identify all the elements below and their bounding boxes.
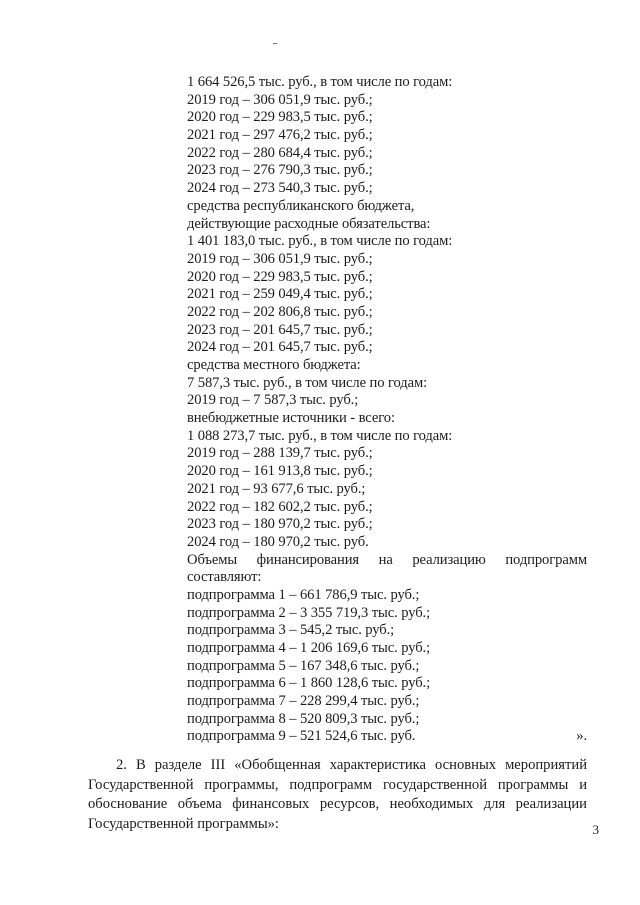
financing-line: 2019 год – 7 587,3 тыс. руб.; [187,392,359,409]
volumes-heading-word: реализацию [412,551,486,568]
page-number: 3 [592,822,599,837]
subprogram-line: подпрограмма 8 – 520 809,3 тыс. руб.; [187,710,420,727]
subprogram-line-last [187,728,587,746]
financing-line: 2019 год – 306 051,9 тыс. руб.; [187,250,373,267]
paragraph-line: 2. В разделе III «Обобщенная характеристика основных мероприятий [116,757,587,773]
paragraph-line: обоснование объема финансовых ресурсов, необходимых для реализации [88,796,587,813]
financing-line: 1 401 183,0 тыс. руб., в том числе по годам: [187,233,453,250]
scan-speck [273,43,277,44]
financing-line: 2022 год – 182 602,2 тыс. руб.; [187,498,373,515]
volumes-heading-word: финансирования [256,551,360,568]
financing-line: 2024 год – 201 645,7 тыс. руб.; [187,339,373,356]
paragraph-line: Государственной программы, подпрограмм государственной программы и [88,776,587,793]
financing-line: 2020 год – 229 983,5 тыс. руб.; [187,268,373,285]
financing-line: 2019 год – 306 051,9 тыс. руб.; [187,91,373,108]
subprogram-line: подпрограмма 4 – 1 206 169,6 тыс. руб.; [187,640,431,656]
subprogram-line: подпрограмма 3 – 545,2 тыс. руб.; [187,622,395,639]
financing-line: 2024 год – 180 970,2 тыс. руб. [187,533,369,550]
financing-line: 2019 год – 288 139,7 тыс. руб.; [187,445,373,462]
financing-line: 1 088 273,7 тыс. руб., в том числе по годам: [187,427,453,444]
subprogram-line: подпрограмма 5 – 167 348,6 тыс. руб.; [187,657,420,674]
financing-line: 2020 год – 229 983,5 тыс. руб.; [187,109,373,126]
volumes-heading-word: на [378,551,393,568]
closing-quote: ». [576,728,587,745]
financing-line: 2024 год – 273 540,3 тыс. руб.; [187,180,373,197]
financing-line: 2021 год – 259 049,4 тыс. руб.; [187,286,373,303]
volumes-heading-continuation: составляют: [187,569,262,586]
financing-line: 2023 год – 201 645,7 тыс. руб.; [187,321,373,338]
financing-line: действующие расходные обязательства: [187,215,431,232]
paragraph-line: Государственной программы»: [88,815,279,832]
subprogram-9-text: подпрограмма 9 – 521 524,6 тыс. руб. [187,728,416,745]
subprogram-line: подпрограмма 7 – 228 299,4 тыс. руб.; [187,693,420,710]
section-change-paragraph [88,756,587,834]
subprogram-line: подпрограмма 6 – 1 860 128,6 тыс. руб.; [187,675,431,692]
financing-line: 2023 год – 276 790,3 тыс. руб.; [187,162,373,179]
volumes-heading-word: подпрограмм [505,551,587,568]
financing-line: 1 664 526,5 тыс. руб., в том числе по годам: [187,74,453,90]
financing-line: 2021 год – 297 476,2 тыс. руб.; [187,127,373,144]
financing-line: средства республиканского бюджета, [187,197,415,214]
subprogram-line: подпрограмма 2 – 3 355 719,3 тыс. руб.; [187,604,431,621]
volumes-heading-word: Объемы [187,551,238,568]
financing-line: 2021 год – 93 677,6 тыс. руб.; [187,480,366,497]
financing-line: 7 587,3 тыс. руб., в том числе по годам: [187,374,428,391]
financing-line: средства местного бюджета: [187,357,361,373]
financing-line: 2023 год – 180 970,2 тыс. руб.; [187,516,373,533]
financing-line: внебюджетные источники - всего: [187,410,395,427]
subprogram-line: подпрограмма 1 – 661 786,9 тыс. руб.; [187,586,420,603]
volumes-heading-line [187,552,587,570]
financing-line: 2022 год – 280 684,4 тыс. руб.; [187,144,373,161]
financing-text-block [187,74,587,746]
financing-line: 2020 год – 161 913,8 тыс. руб.; [187,463,373,480]
financing-line: 2022 год – 202 806,8 тыс. руб.; [187,303,373,320]
